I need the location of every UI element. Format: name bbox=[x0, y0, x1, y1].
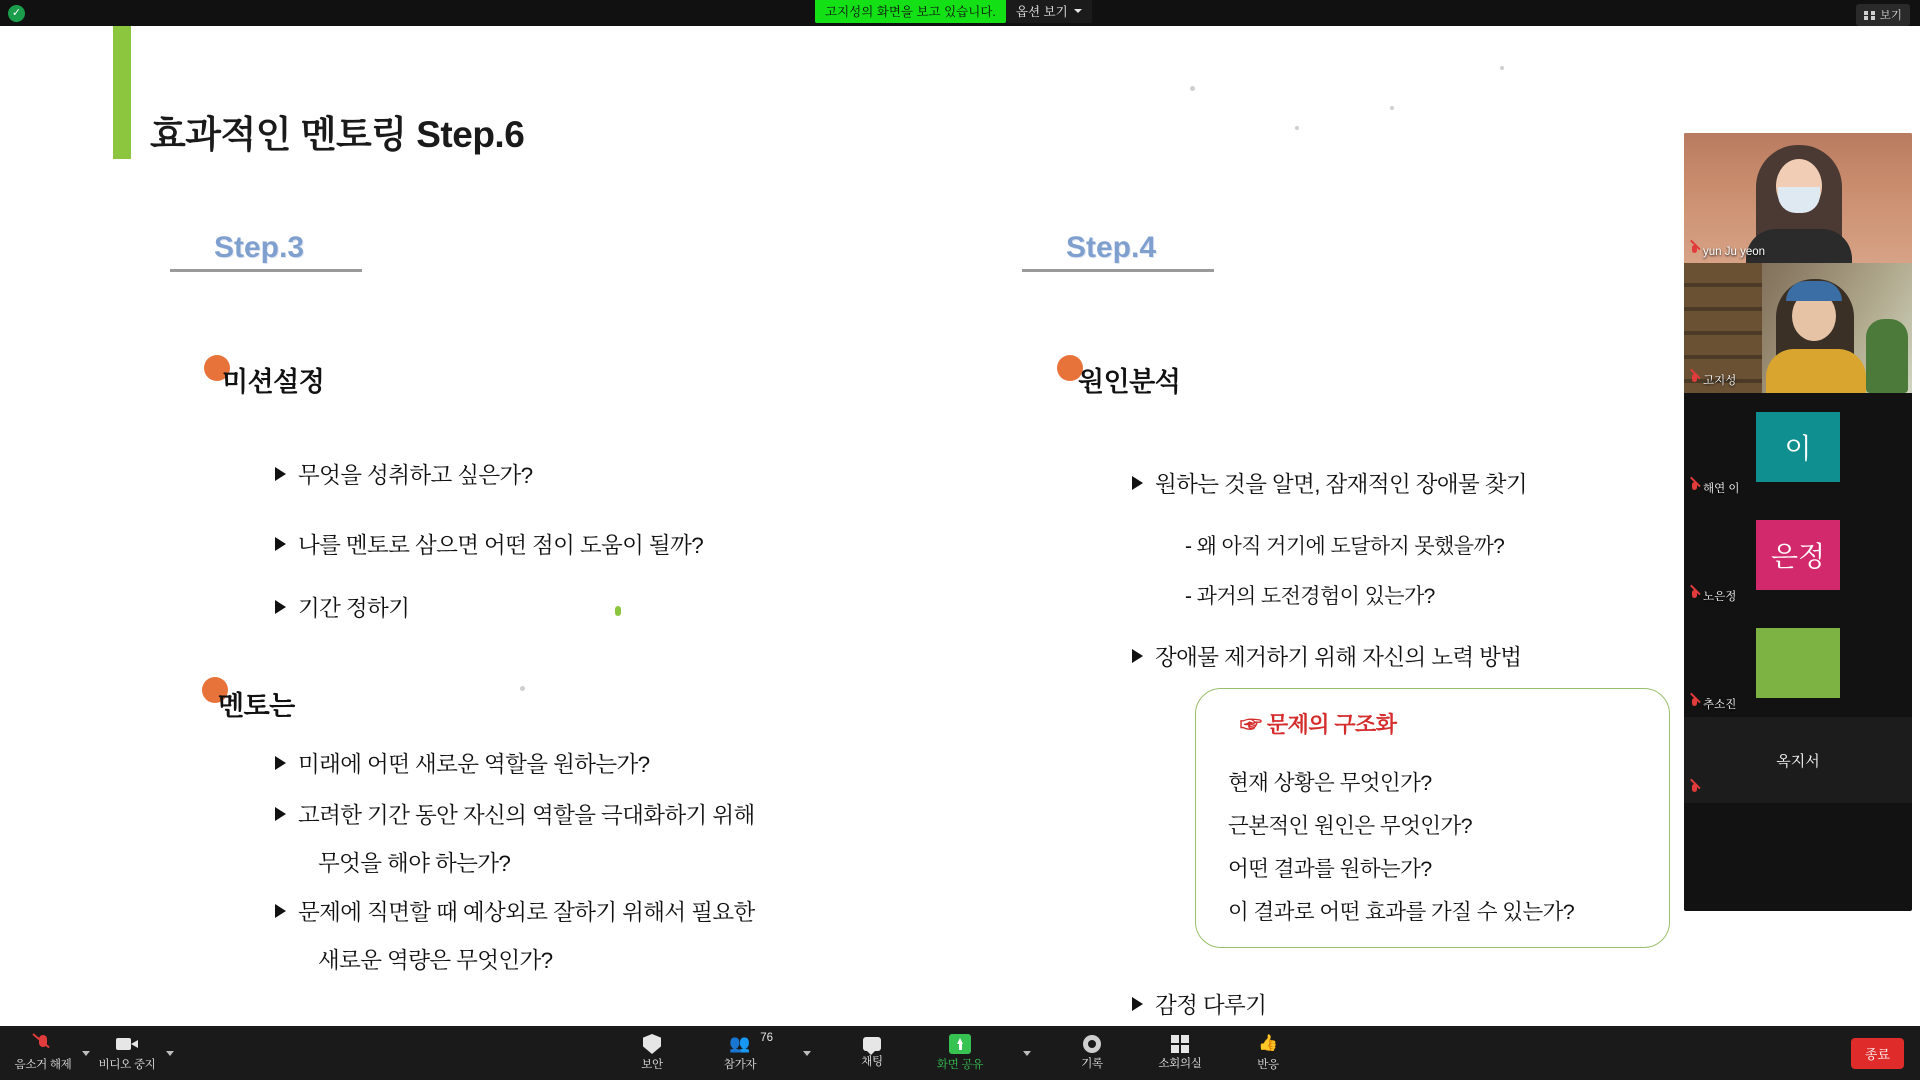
mic-muted-icon bbox=[1690, 698, 1699, 711]
triangle-bullet-icon bbox=[275, 807, 286, 821]
step3-underline bbox=[170, 269, 362, 272]
grid-view-icon bbox=[1864, 11, 1875, 20]
view-options-button[interactable] bbox=[1006, 0, 1092, 23]
triangle-bullet-icon bbox=[275, 756, 286, 770]
mic-muted-icon bbox=[1690, 245, 1699, 258]
people-icon: 👥 bbox=[729, 1034, 751, 1053]
chevron-up-icon bbox=[1023, 1051, 1031, 1056]
step4-header bbox=[1022, 231, 1214, 272]
triangle-bullet-icon bbox=[275, 904, 286, 918]
breakout-rooms-icon bbox=[1171, 1035, 1189, 1053]
triangle-bullet-icon bbox=[1132, 476, 1143, 490]
list-item-continuation: 무엇을 해야 하는가? bbox=[318, 851, 511, 876]
triangle-bullet-icon bbox=[1132, 649, 1143, 663]
chevron-down-icon bbox=[1074, 9, 1082, 13]
avatar: 이 bbox=[1756, 412, 1840, 482]
shared-slide bbox=[0, 26, 1920, 1026]
top-bar bbox=[0, 0, 1920, 26]
participant-count: 76 bbox=[760, 1032, 773, 1044]
camera-icon bbox=[116, 1034, 138, 1054]
share-screen-button[interactable]: 화면 공유 bbox=[929, 1026, 991, 1080]
reactions-icon: 👍 bbox=[1258, 1035, 1278, 1052]
problem-structure-title: ☞ 문제의 구조화 bbox=[1240, 712, 1397, 737]
speck bbox=[1390, 106, 1394, 110]
mute-button[interactable]: 음소거 해제 bbox=[12, 1026, 74, 1080]
sharing-message: 고지성의 화면을 보고 있습니다. bbox=[815, 0, 1006, 23]
list-item: 기간 정하기 bbox=[275, 591, 409, 623]
mic-muted-icon bbox=[32, 1034, 54, 1054]
list-item: 미래에 어떤 새로운 역할을 원하는가? bbox=[275, 747, 650, 779]
speck bbox=[1295, 126, 1299, 130]
meeting-toolbar bbox=[0, 1026, 1920, 1080]
participants-button[interactable]: 👥 참가자 76 bbox=[723, 1032, 773, 1071]
end-meeting-button[interactable]: 종료 bbox=[1851, 1038, 1904, 1069]
box-line: 근본적인 원인은 무엇인가? bbox=[1228, 814, 1472, 838]
participant-tile-name-only[interactable] bbox=[1684, 717, 1912, 803]
speck bbox=[520, 686, 525, 691]
security-button[interactable]: 보안 bbox=[621, 1026, 683, 1080]
triangle-bullet-icon bbox=[275, 537, 286, 551]
speck bbox=[615, 606, 621, 616]
box-line: 어떤 결과를 원하는가? bbox=[1228, 857, 1432, 881]
box-line: 현재 상황은 무엇인가? bbox=[1228, 771, 1432, 795]
sub-list-item: - 과거의 도전경험이 있는가? bbox=[1185, 585, 1435, 608]
avatar: 은정 bbox=[1756, 520, 1840, 590]
participant-tile-avatar[interactable] bbox=[1684, 609, 1912, 717]
screen-share-banner bbox=[815, 0, 1092, 23]
pointing-hand-icon: ☞ bbox=[1240, 712, 1262, 737]
mic-muted-icon bbox=[1690, 784, 1699, 797]
mic-muted-icon bbox=[1690, 482, 1699, 495]
right-section-heading: 원인분석 bbox=[1078, 367, 1181, 397]
participant-tile-video[interactable] bbox=[1684, 263, 1912, 393]
triangle-bullet-icon bbox=[275, 600, 286, 614]
view-options-label: 옵션 보기 bbox=[1015, 5, 1068, 19]
sub-list-item: - 왜 아직 거기에 도달하지 못했을까? bbox=[1185, 535, 1505, 558]
speck bbox=[1190, 86, 1195, 91]
participant-name: 추소진 bbox=[1690, 696, 1736, 712]
plant-shape bbox=[1866, 319, 1908, 393]
video-options-button[interactable] bbox=[160, 1026, 178, 1080]
speck bbox=[1500, 66, 1504, 70]
chat-icon bbox=[863, 1037, 881, 1051]
record-button[interactable]: 기록 bbox=[1061, 1026, 1123, 1080]
participants-options-button[interactable] bbox=[797, 1026, 815, 1080]
mic-muted-icon bbox=[1690, 590, 1699, 603]
participant-name: 옥지서 bbox=[1776, 752, 1820, 770]
participant-tile-avatar[interactable] bbox=[1684, 393, 1912, 501]
list-item: 나를 멘토로 삼으면 어떤 점이 도움이 될까? bbox=[275, 528, 703, 560]
page-title: 효과적인 멘토링 Step.6 bbox=[150, 114, 525, 155]
list-item: 무엇을 성취하고 싶은가? bbox=[275, 458, 533, 490]
chevron-up-icon bbox=[803, 1051, 811, 1056]
triangle-bullet-icon bbox=[1132, 997, 1143, 1011]
participant-tile-avatar[interactable] bbox=[1684, 501, 1912, 609]
participant-name: 해연 이 bbox=[1690, 480, 1740, 496]
hat-shape bbox=[1786, 281, 1842, 301]
step3-label: Step.3 bbox=[214, 231, 305, 264]
participant-tile-video[interactable] bbox=[1684, 133, 1912, 263]
list-item-continuation: 새로운 역량은 무엇인가? bbox=[318, 948, 553, 973]
shield-icon bbox=[643, 1034, 661, 1054]
view-mode-button[interactable] bbox=[1856, 4, 1910, 26]
share-options-button[interactable] bbox=[1017, 1026, 1035, 1080]
list-item: 고려한 기간 동안 자신의 역할을 극대화하기 위해 bbox=[275, 798, 755, 830]
participant-name: yun Ju yeon bbox=[1690, 245, 1765, 258]
triangle-bullet-icon bbox=[275, 467, 286, 481]
avatar bbox=[1756, 628, 1840, 698]
share-screen-icon bbox=[949, 1034, 971, 1054]
list-item: 장애물 제거하기 위해 자신의 노력 방법 bbox=[1132, 640, 1521, 672]
participant-name: 노은정 bbox=[1690, 588, 1736, 604]
body-shape bbox=[1766, 349, 1866, 393]
step4-underline bbox=[1022, 269, 1214, 272]
step3-header bbox=[170, 231, 362, 272]
mic-muted-icon bbox=[1690, 374, 1699, 387]
record-icon bbox=[1083, 1035, 1101, 1053]
view-mode-label: 보기 bbox=[1879, 10, 1902, 22]
participant-video-strip[interactable] bbox=[1684, 133, 1912, 911]
chevron-up-icon bbox=[166, 1051, 174, 1056]
step4-label: Step.4 bbox=[1066, 231, 1157, 264]
list-item: 문제에 직면할 때 예상외로 잘하기 위해서 필요한 bbox=[275, 895, 755, 927]
stop-video-button[interactable]: 비디오 중지 bbox=[96, 1026, 158, 1080]
breakout-rooms-button[interactable]: 소회의실 bbox=[1149, 1026, 1211, 1080]
shield-check-icon: ✓ bbox=[8, 5, 25, 22]
list-item: 원하는 것을 알면, 잠재적인 장애물 찾기 bbox=[1132, 467, 1527, 499]
participant-name: 고지성 bbox=[1690, 372, 1736, 388]
audio-options-button[interactable] bbox=[76, 1026, 94, 1080]
chevron-up-icon bbox=[82, 1051, 90, 1056]
list-item: 감정 다루기 bbox=[1132, 988, 1266, 1020]
title-accent-bar bbox=[113, 26, 131, 159]
chat-button[interactable]: 채팅 bbox=[841, 1026, 903, 1080]
box-line: 이 결과로 어떤 효과를 가질 수 있는가? bbox=[1228, 900, 1575, 924]
left-section2-heading: 멘토는 bbox=[218, 691, 295, 721]
left-section1-heading: 미션설정 bbox=[222, 367, 325, 397]
reactions-button[interactable]: 👍 반응 bbox=[1257, 1035, 1279, 1071]
